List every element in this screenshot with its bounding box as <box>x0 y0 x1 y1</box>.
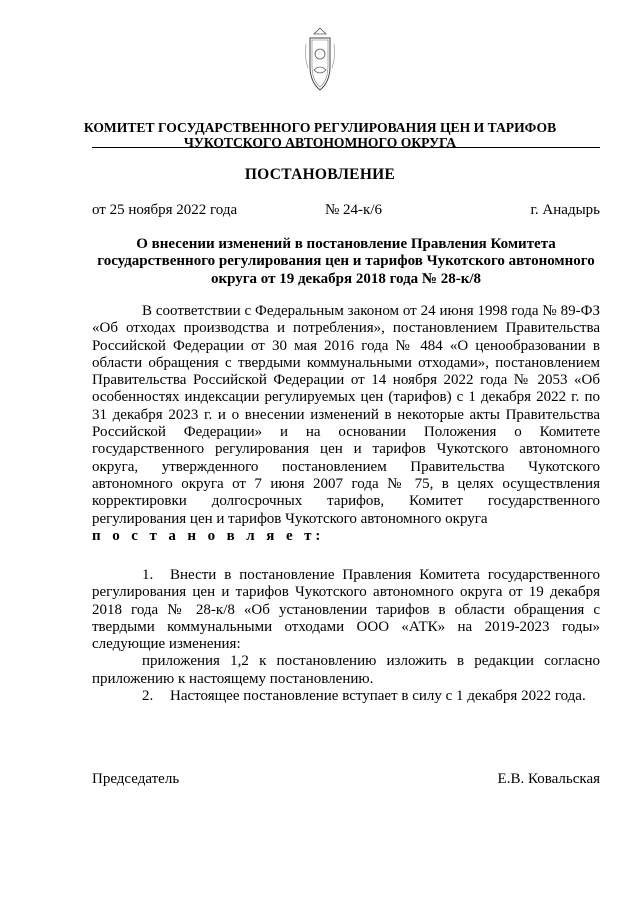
document-date: от 25 ноября 2022 года <box>92 202 238 218</box>
item-number: 2. <box>142 688 154 705</box>
org-line-1: КОМИТЕТ ГОСУДАРСТВЕННОГО РЕГУЛИРОВАНИЯ ЦЕН И ТАРИФОВ <box>83 120 557 135</box>
org-line-2: ЧУКОТСКОГО АВТОНОМНОГО ОКРУГА <box>183 135 457 150</box>
list-item <box>92 688 600 705</box>
document-type: ПОСТАНОВЛЕНИЕ <box>244 166 396 183</box>
decree-word: п о с т а н о в л я е т: <box>92 527 325 544</box>
document-city: г. Анадырь <box>530 202 600 218</box>
item-text: Внести в постановление Правления Комитета государственного регулирования цен и тарифов Чукотского автономного округа от 19 декабря 2018 года № 28-к/8 «Об установлении тарифов в области обращения с твердыми коммунальными отходами ООО «АТК» на 2019-2023 годы» следующие изменения: <box>92 567 600 653</box>
item-text: Настоящее постановление вступает в силу с 1 декабря 2022 года. <box>170 688 586 705</box>
list-item-subtext: приложения 1,2 к постановлению изложить в редакции согласно приложению к настоящему постановлению. <box>92 653 600 687</box>
coat-of-arms-icon <box>302 26 338 94</box>
signatory-name: Е.В. Ковальская <box>497 771 600 787</box>
document-preamble <box>92 303 600 545</box>
signatory-position: Председатель <box>92 771 180 787</box>
item-number: 1. <box>142 567 154 583</box>
issuing-organization <box>40 120 600 150</box>
list-item <box>92 567 600 653</box>
decree-items <box>92 567 600 705</box>
header-divider <box>92 147 600 148</box>
preamble-text: В соответствии с Федеральным законом от 24 июня 1998 года № 89-ФЗ «Об отходах производства и потребления», постановлением Правительства Российской Федерации от 30 мая 2016 года № 484 «О ценообразовании в области обращения с твердыми коммунальными отходами», постановлением Правительства Российской Федерации от 14 ноября 2022 года № 2053 «Об особенностях индексации регулируемых цен (тарифов) с 1 декабря 2022 г. по 31 декабря 2023 г. и о внесении изменений в некоторые акты Правительства Российской Федерации» и на основании Положения о Комитете государственного регулирования цен и тарифов Чукотского автономного округа, утвержденного постановлением Правительства Чукотского автономного округа от 7 июня 2007 года № 75, в целях осуществления корректировки долгосрочных тарифов, Комитет государственного регулирования цен и тарифов Чукотского автономного округа <box>92 303 600 527</box>
document-number: № 24-к/6 <box>325 202 383 218</box>
document-subject: О внесении изменений в постановление Правления Комитета государственного регулирования цен и тарифов Чукотского автономного округа от 19 декабря 2018 года № 28-к/8 <box>97 236 595 287</box>
